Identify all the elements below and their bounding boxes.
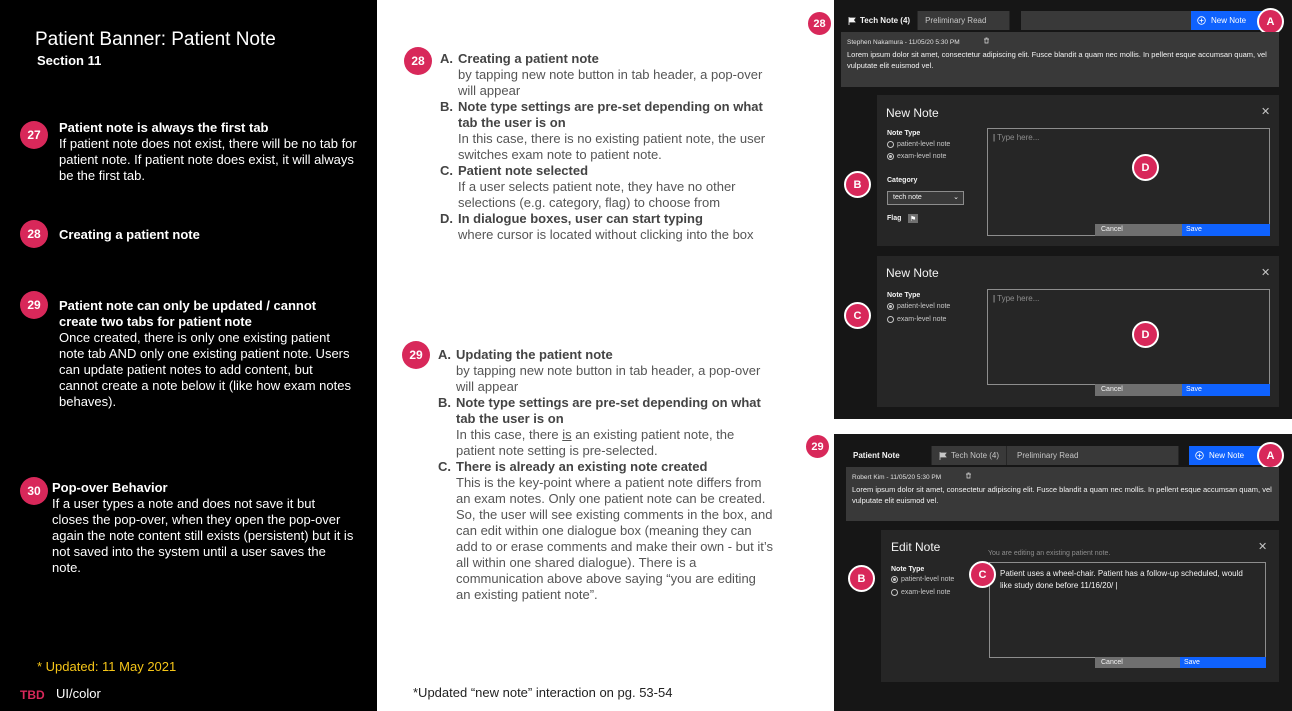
right-panel	[811, 0, 1292, 711]
radio-dot	[891, 576, 898, 583]
placeholder: Type here...	[997, 294, 1040, 303]
radio-label: patient-level note	[897, 141, 951, 148]
note-27	[59, 120, 359, 184]
note-29-heading: Patient note can only be updated / cannot create two tabs for patient note	[59, 298, 317, 329]
badge-d-1: D	[1132, 154, 1159, 181]
item-heading: There is already an existing note created	[456, 459, 708, 474]
item-letter: A.	[438, 347, 451, 362]
dialog-title: New Note	[886, 266, 939, 280]
note-textarea[interactable]	[987, 289, 1270, 385]
section-28-text	[440, 51, 775, 243]
note-30-body: If a user types a note and does not save it but closes the pop-over, when they open the pop-over again the note content still exists (persistent) but it is not saved into the system until a user saves the note.	[52, 496, 354, 575]
add-icon	[1197, 16, 1206, 25]
category-select[interactable]	[887, 191, 964, 205]
radio-label: patient-level note	[897, 303, 951, 310]
tab-tech-note[interactable]	[932, 446, 1007, 465]
text-cursor: |	[993, 133, 996, 142]
radio-label: exam-level note	[901, 589, 951, 596]
radio-patient-level[interactable]	[887, 303, 950, 310]
trash-icon[interactable]	[965, 472, 972, 479]
cancel-button[interactable]: Cancel	[1095, 384, 1182, 396]
new-note-dialog-c	[877, 256, 1279, 407]
new-note-label: New Note	[1211, 16, 1247, 25]
tab-bar-fill	[1021, 11, 1191, 30]
note-30-heading: Pop-over Behavior	[52, 480, 168, 495]
edit-note-dialog	[881, 530, 1279, 682]
item-heading: Creating a patient note	[458, 51, 599, 66]
radio-exam-level[interactable]	[887, 316, 946, 323]
radio-exam-level[interactable]	[887, 153, 946, 160]
item-heading: Updating the patient note	[456, 347, 613, 362]
item-body: In this case, there is no existing patient note, the user switches exam note to patient note.	[458, 131, 766, 162]
section-29-text	[438, 347, 773, 603]
note-author: Robert Kim - 11/05/20 5:30 PM	[852, 474, 942, 481]
note-badge-28: 28	[20, 220, 48, 248]
note-textarea[interactable]: Patient uses a wheel-chair. Patient has a follow-up scheduled, would like study done before 11/16/20/ |	[989, 562, 1266, 658]
note-badge-27: 27	[20, 121, 48, 149]
note-badge-30: 30	[20, 477, 48, 505]
badge-b-edit: B	[848, 565, 875, 592]
left-panel	[0, 0, 377, 711]
flag-toggle[interactable]: ⚑	[909, 215, 917, 223]
badge-c: C	[844, 302, 871, 329]
item-letter: C.	[440, 163, 453, 178]
new-note-dialog-b	[877, 95, 1279, 246]
note-28	[59, 227, 359, 243]
note-type-label: Note Type	[887, 292, 921, 299]
tab-patient-note[interactable]	[846, 446, 932, 465]
tab-label: Preliminary Read	[1017, 451, 1079, 460]
badge-29: 29	[804, 433, 831, 460]
cancel-button[interactable]: Cancel	[1095, 224, 1182, 236]
radio-dot	[887, 316, 894, 323]
dialog-title: Edit Note	[891, 540, 941, 554]
note-badge-29: 29	[20, 291, 48, 319]
item-body: by tapping new note button in tab header, a pop-over will appear	[458, 67, 763, 98]
item-heading: Note type settings are pre-set depending on what tab the user is on	[458, 99, 763, 130]
tab-label: Tech Note (4)	[951, 451, 1000, 460]
radio-label: exam-level note	[897, 153, 947, 160]
item-heading: In dialogue boxes, user can start typing	[458, 211, 703, 226]
text-cursor: |	[993, 294, 996, 303]
note-28-heading: Creating a patient note	[59, 227, 200, 242]
trash-icon[interactable]	[983, 37, 990, 44]
item-body: This is the key-point where a patient note differs from an exam notes. Only one patient note can be created. So, the user will see existing comments in the box, and can edit within one dialogue box (meaning they can add to or erase comments and make their own - but it’s all within one shared dialogue). There is a communication above above saying “you are editing an existing patient note”.	[456, 475, 773, 602]
note-text: Lorem ipsum dolor sit amet, consectetur adipiscing elit. Fusce blandit a quam nec mollis. In pellent esque accumsan quam, vel vulputate elit euismod vel.	[852, 485, 1272, 505]
badge-28: 28	[806, 10, 833, 37]
tbd-label: TBD	[20, 688, 45, 702]
radio-patient-level[interactable]	[891, 576, 954, 583]
item-body-post: an existing patient note, the patient note setting is pre-selected.	[456, 427, 735, 458]
item-heading: Patient note selected	[458, 163, 589, 178]
tab-tech-note[interactable]	[841, 11, 918, 30]
page-title: Patient Banner: Patient Note	[35, 29, 276, 50]
section-badge-29: 29	[402, 341, 430, 369]
placeholder: Type here...	[997, 133, 1040, 142]
badge-a-bottom: A	[1257, 442, 1284, 469]
tab-label: Preliminary Read	[925, 16, 987, 25]
tab-label: Tech Note (4)	[860, 16, 911, 25]
flag-label: Flag	[887, 215, 902, 222]
badge-d-2: D	[1132, 321, 1159, 348]
note-author: Stephen Nakamura - 11/05/20 5:30 PM	[847, 39, 960, 46]
tab-label: Patient Note	[853, 451, 900, 460]
tab-preliminary-read[interactable]	[918, 11, 1010, 30]
item-body: If a user selects patient note, they have no other selections (e.g. category, flag) to choose from	[458, 179, 736, 210]
footnote: *Updated “new note” interaction on pg. 53-54	[413, 685, 673, 700]
editing-hint: You are editing an existing patient note.	[988, 550, 1111, 557]
item-letter: B.	[438, 395, 451, 410]
select-value: tech note	[893, 194, 922, 201]
radio-dot	[887, 303, 894, 310]
section-label: Section 11	[37, 53, 102, 68]
existing-note-bottom	[846, 467, 1279, 521]
add-icon	[1195, 451, 1204, 460]
radio-dot	[887, 153, 894, 160]
badge-a-top: A	[1257, 8, 1284, 35]
existing-note-top	[841, 32, 1279, 87]
radio-exam-level[interactable]	[891, 589, 950, 596]
note-type-label: Note Type	[887, 130, 921, 137]
category-label: Category	[887, 177, 918, 184]
item-body: by tapping new note button in tab header, a pop-over will appear	[456, 363, 761, 394]
note-textarea[interactable]	[987, 128, 1270, 236]
note-29	[59, 298, 354, 410]
item-heading: Note type settings are pre-set depending on what tab the user is on	[456, 395, 761, 426]
item-letter: A.	[440, 51, 453, 66]
item-letter: B.	[440, 99, 453, 114]
note-30	[52, 480, 354, 576]
note-29-body: Once created, there is only one existing patient note tab AND only one existing patient note. Users can update patient notes to add content, but cannot create a note below it (like how exam notes behaves).	[59, 330, 351, 409]
radio-dot	[891, 589, 898, 596]
badge-c-edit: C	[969, 561, 996, 588]
close-icon[interactable]: ✕	[1261, 106, 1271, 118]
note-text: Lorem ipsum dolor sit amet, consectetur adipiscing elit. Fusce blandit a quam nec mollis. In pellent esque accumsan quam, vel vulputate elit euismod vel.	[847, 50, 1267, 70]
note-27-body: If patient note does not exist, there will be no tab for patient note. If patient note does exist, it will always be the first tab.	[59, 136, 357, 183]
save-button[interactable]: Save	[1180, 657, 1266, 668]
section-badge-28: 28	[404, 47, 432, 75]
radio-patient-level[interactable]	[887, 141, 950, 148]
tab-bar-top	[841, 11, 1010, 30]
item-body-pre: In this case, there	[456, 427, 563, 442]
dialog-title: New Note	[886, 106, 939, 120]
chevron-down-icon: ⌄	[953, 194, 959, 201]
radio-dot	[887, 141, 894, 148]
flag-icon	[848, 17, 856, 25]
item-letter: C.	[438, 459, 451, 474]
tab-preliminary-read[interactable]	[1007, 446, 1179, 465]
new-note-label: New Note	[1209, 451, 1245, 460]
updated-label: * Updated: 11 May 2021	[37, 659, 177, 674]
item-letter: D.	[440, 211, 453, 226]
badge-b: B	[844, 171, 871, 198]
flag-icon	[939, 452, 947, 460]
cancel-button[interactable]: Cancel	[1095, 657, 1180, 668]
close-icon[interactable]: ✕	[1261, 267, 1271, 279]
note-27-heading: Patient note is always the first tab	[59, 120, 269, 135]
item-body-underlined: is	[562, 427, 572, 442]
item-body: where cursor is located without clicking into the box	[458, 227, 754, 242]
radio-label: exam-level note	[897, 316, 947, 323]
save-button[interactable]: Save	[1182, 384, 1270, 396]
ui-color-label: UI/color	[56, 686, 101, 701]
tab-bar-bottom	[846, 446, 1179, 465]
radio-label: patient-level note	[901, 576, 955, 583]
close-icon[interactable]: ✕	[1258, 541, 1268, 553]
note-type-label: Note Type	[891, 566, 925, 573]
save-button[interactable]: Save	[1182, 224, 1270, 236]
